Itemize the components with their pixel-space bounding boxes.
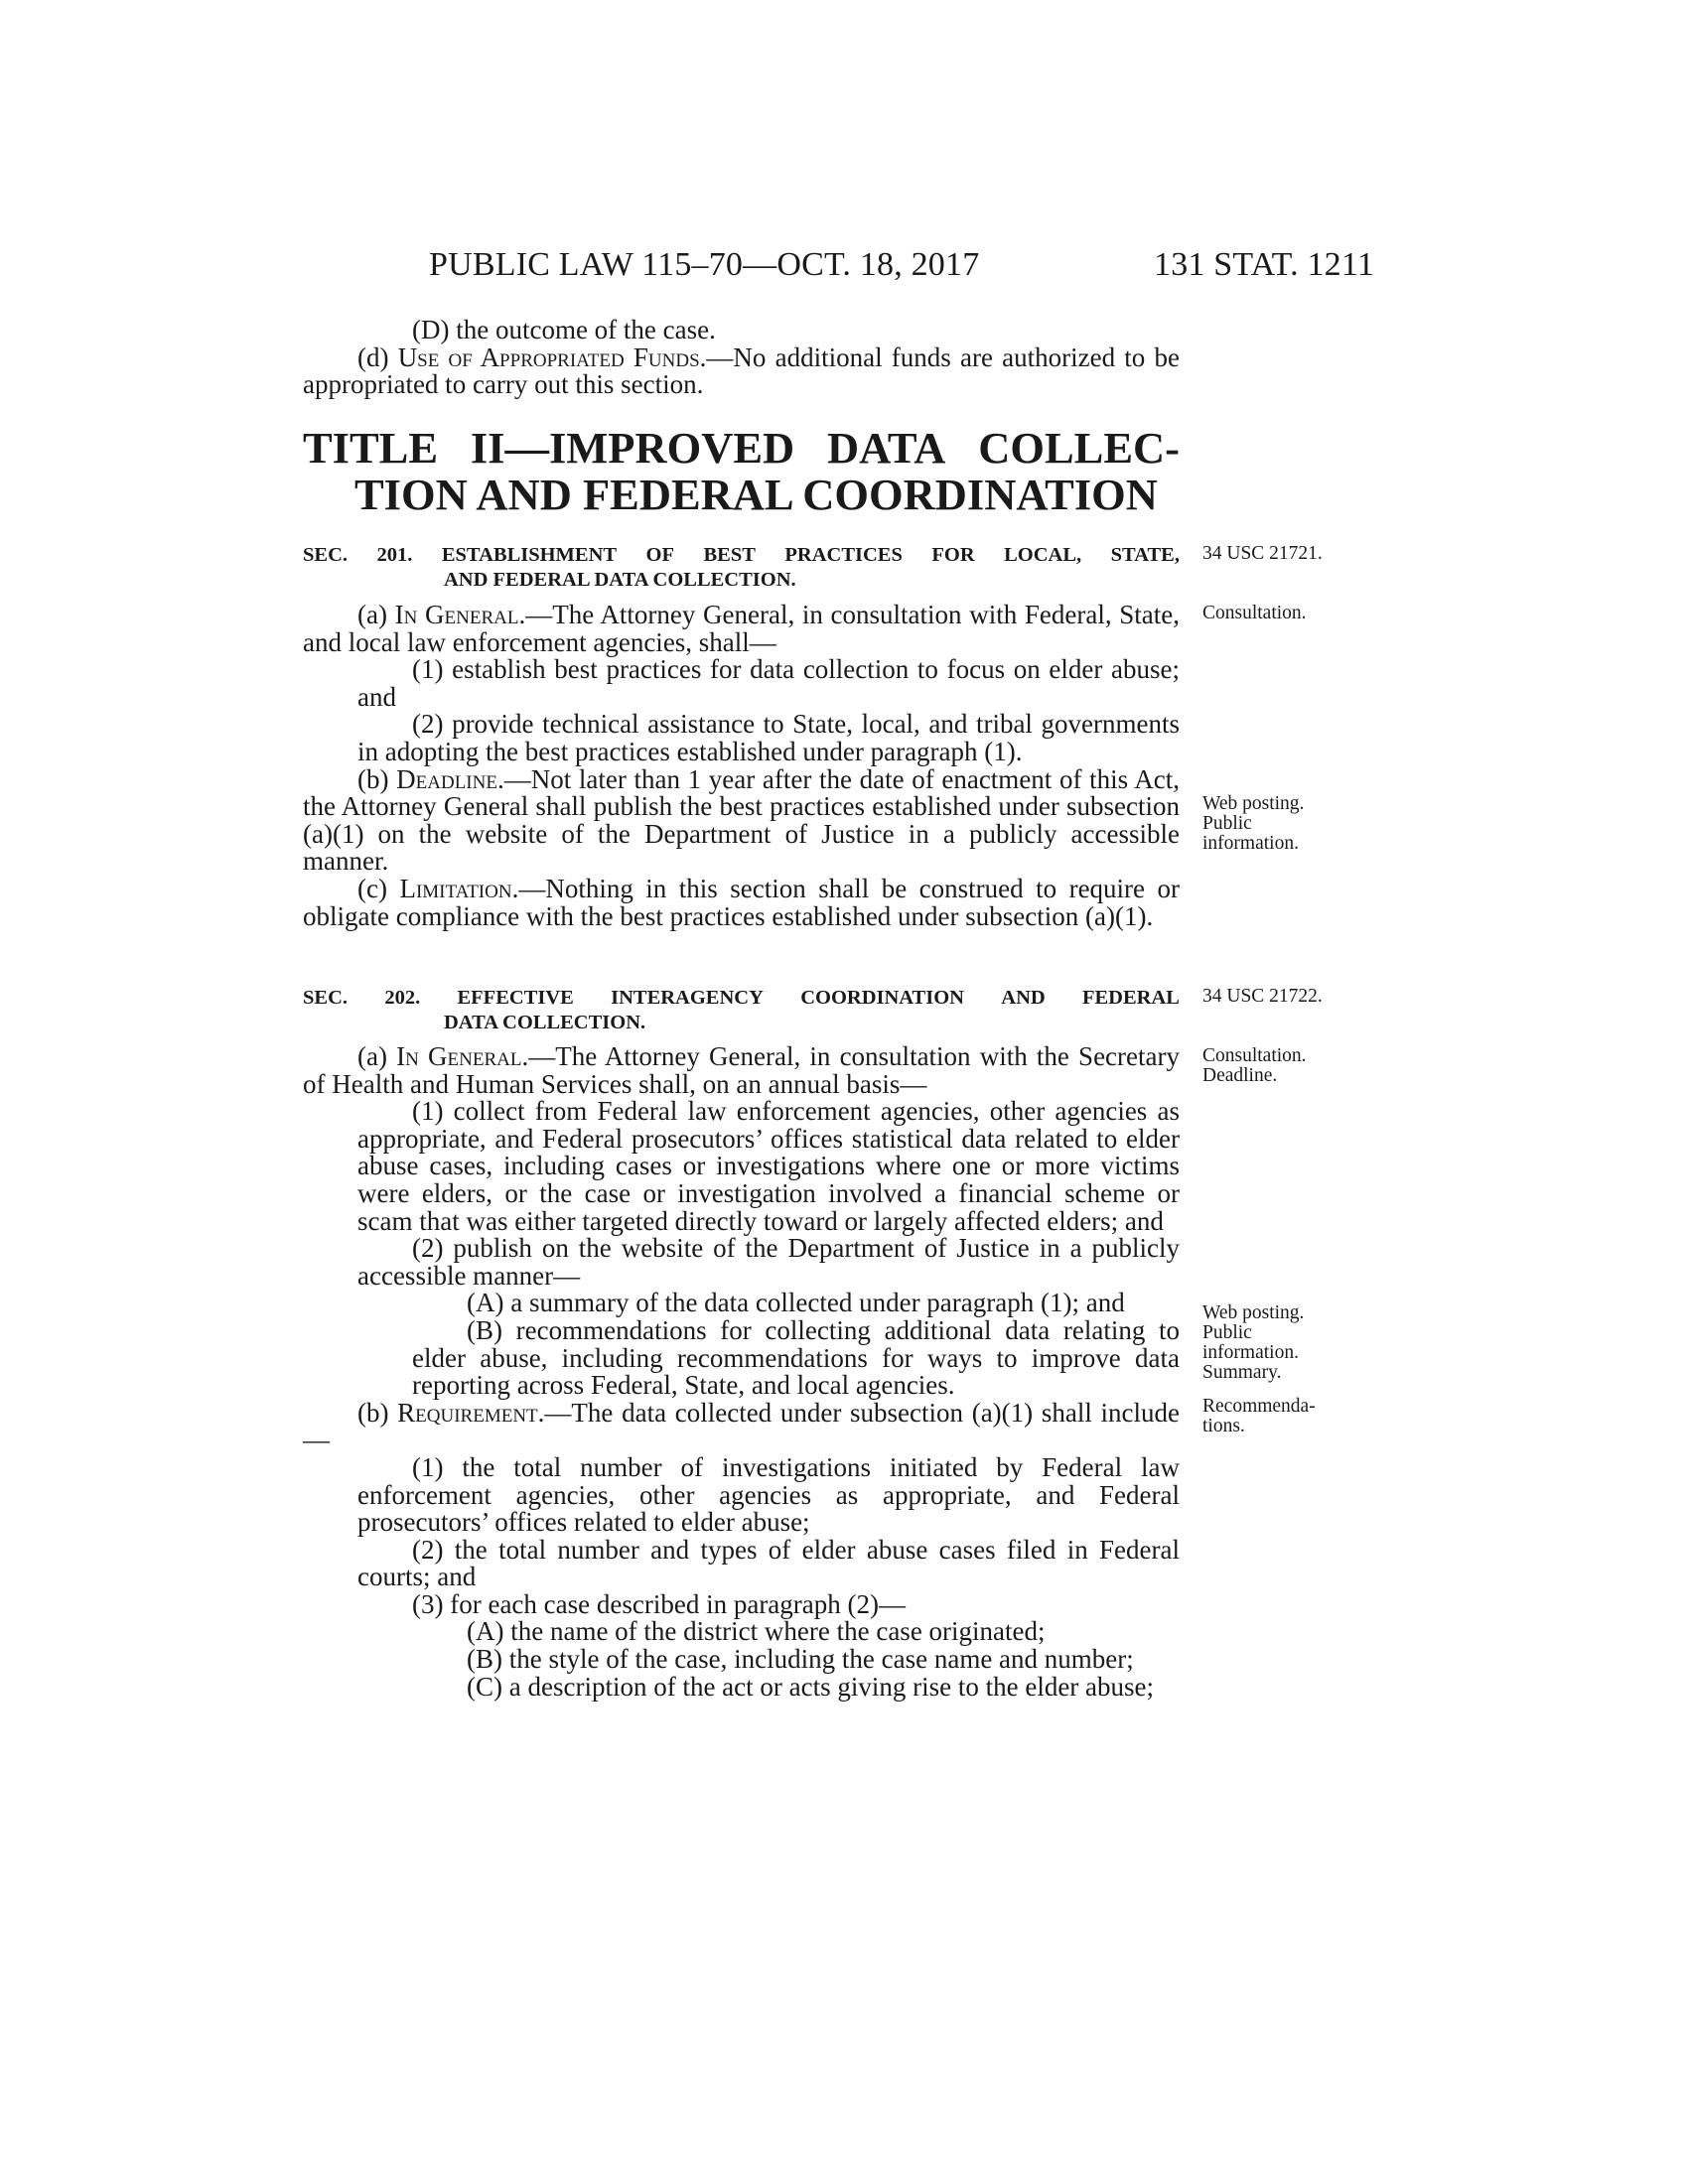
margin-note-text: Consultation. [1202, 1045, 1307, 1066]
margin-note-consultation [1202, 604, 1341, 623]
margin-note-text: Web posting. [1202, 1302, 1305, 1323]
subsection-heading: Requirement [397, 1397, 538, 1428]
subsection-text: .—Not later than 1 year after the date of enactment of this Act, the Attorney General shall publish the best practices established under subsection (a)(1) on the website of the Department of Justice in a publicly accessible manner. [303, 763, 1180, 877]
subsection-b [303, 763, 1180, 877]
margin-note-text: Public [1202, 813, 1252, 834]
section-heading-line-2: AND FEDERAL DATA COLLECTION. [444, 569, 796, 591]
section-201-heading [303, 543, 1180, 593]
subsection-label: (b) [357, 763, 397, 794]
heading-word: PRACTICES [784, 544, 903, 566]
margin-note-text: Public [1202, 1322, 1252, 1343]
margin-note-text: 34 USC 21722. [1202, 986, 1323, 1007]
subsection-heading: In General [396, 1041, 522, 1071]
subsection-b [303, 1397, 1180, 1455]
paragraph-a-1: (1) establish best practices for data collection to focus on elder abuse; and [357, 654, 1180, 712]
paragraph-a-1: (1) collect from Federal law enforcement agencies, other agencies as appropriate, and Federal prosecutors’ offices statistical data related to elder abuse cases, including cases or investigations where one or more victims were elders, or the case or investigation involved a financial scheme or scam that was either targeted directly toward or largely affected elders; and [357, 1096, 1180, 1236]
section-201-body [303, 602, 1180, 930]
title-line-2: TION AND FEDERAL COORDINATION [354, 470, 1158, 519]
continued-text-block [303, 317, 1180, 399]
paragraph-b-2: (2) the total number and types of elder abuse cases filed in Federal courts; and [357, 1534, 1180, 1592]
margin-note-text: Web posting. [1202, 793, 1305, 814]
section-heading-line-2: DATA COLLECTION. [444, 1012, 646, 1033]
subsection-a [303, 602, 1180, 656]
subsection-text: .—The data collected under subsection (a)(1) shall include— [303, 1397, 1180, 1455]
title-line-1 [303, 425, 1180, 472]
subsection-label: (b) [357, 1397, 398, 1428]
paragraph-a-2: (2) provide technical assistance to State, local, and tribal governments in adopting the best practices established under paragraph (1). [357, 709, 1180, 766]
subparagraph-b-3-B: (B) the style of the case, including the case name and number; [467, 1644, 1134, 1675]
running-header-citation: PUBLIC LAW 115–70—OCT. 18, 2017 [429, 246, 980, 283]
heading-word: BEST [703, 544, 756, 566]
subsection-heading: In General [394, 600, 519, 629]
section-202-body [303, 1043, 1180, 1701]
subsection-label: (a) [357, 1041, 397, 1071]
subsection-text: .—The Attorney General, in consultation with the Secretary of Health and Human Services shall, on an annual basis— [303, 1041, 1180, 1099]
margin-note-consultation-deadline [1202, 1046, 1341, 1086]
margin-note-usc-21722 [1202, 987, 1341, 1007]
heading-word: 201. [376, 544, 413, 566]
subparagraph-a-2-B: (B) recommendations for collecting additional data relating to elder abuse, including recommendations for ways to improve data reporting across Federal, State, and local agencies. [412, 1314, 1180, 1401]
subsection-label: (d) [357, 341, 398, 372]
heading-word: ESTABLISHMENT [441, 544, 618, 566]
paragraph-a-2: (2) publish on the website of the Department of Justice in a publicly accessible manner— [357, 1233, 1180, 1291]
subsection-text: .—No additional funds are authorized to be appropriated to carry out this section. [303, 341, 1180, 400]
subsection-d-use-of-funds [303, 341, 1180, 400]
paragraph-b-1: (1) the total number of investigations initiated by Federal law enforcement agencies, other agencies as appropriate, and Federal prosecutors’ offices related to elder abuse; [357, 1451, 1180, 1538]
title-word: II—IMPROVED [470, 423, 795, 473]
margin-note-usc-21721 [1202, 544, 1341, 564]
heading-word: EFFECTIVE [457, 987, 574, 1009]
subsection-label: (c) [357, 873, 400, 903]
section-heading-line-1 [303, 986, 1180, 1011]
subsection-text: .—The Attorney General, in consultation with Federal, State, and local law enforcement agencies, shall— [303, 600, 1180, 657]
title-word: DATA [826, 423, 946, 473]
subsection-c [303, 873, 1180, 931]
subparagraph-b-3-C: (C) a description of the act or acts giving rise to the elder abuse; [467, 1671, 1155, 1702]
margin-note-text: Deadline. [1202, 1065, 1278, 1086]
paragraph-b-3: (3) for each case described in paragraph (2)— [412, 1588, 906, 1619]
subsection-heading: Deadline [396, 763, 497, 794]
title-word: COLLEC- [978, 423, 1180, 473]
margin-note-text: Recommenda- [1202, 1396, 1316, 1417]
subsection-heading: Use of Appropriated Funds [397, 341, 700, 372]
heading-word: LOCAL, [1004, 544, 1082, 566]
margin-note-text: Summary. [1202, 1362, 1282, 1383]
title-word: TITLE [303, 423, 439, 473]
heading-word: SEC. [303, 987, 349, 1009]
section-202-heading [303, 986, 1180, 1035]
subsection-a [303, 1043, 1180, 1098]
subparagraph-a-2-A: (A) a summary of the data collected under paragraph (1); and [467, 1288, 1125, 1318]
heading-word: SEC. [303, 544, 349, 566]
section-heading-line-1 [303, 543, 1180, 568]
subparagraph-b-3-A: (A) the name of the district where the case originated; [467, 1616, 1046, 1647]
heading-word: FEDERAL [1081, 987, 1180, 1009]
margin-note-web-posting-summary [1202, 1303, 1341, 1436]
heading-word: COORDINATION [800, 987, 964, 1009]
heading-word: OF [645, 544, 675, 566]
heading-word: STATE, [1110, 544, 1180, 566]
margin-note-text: Consultation. [1202, 603, 1307, 623]
title-heading [303, 425, 1180, 518]
margin-note-text: 34 USC 21721. [1202, 543, 1323, 564]
running-header-page-number: 131 STAT. 1211 [1154, 246, 1375, 283]
heading-word: 202. [384, 987, 421, 1009]
margin-note-text: information. [1202, 833, 1299, 854]
margin-note-text: information. [1202, 1342, 1299, 1363]
clause-d-outcome: (D) the outcome of the case. [412, 315, 716, 344]
subsection-text: .—Nothing in this section shall be construed to require or obligate compliance with the best practices established under subsection (a)(1). [303, 873, 1180, 931]
margin-note-web-posting [1202, 794, 1341, 854]
heading-word: INTERAGENCY [611, 987, 764, 1009]
margin-note-text: tions. [1202, 1416, 1245, 1436]
subsection-label: (a) [357, 600, 395, 629]
heading-word: FOR [931, 544, 975, 566]
heading-word: AND [1001, 987, 1046, 1009]
margin-note-spacer [1202, 1383, 1341, 1397]
subsection-heading: Limitation [399, 873, 512, 903]
